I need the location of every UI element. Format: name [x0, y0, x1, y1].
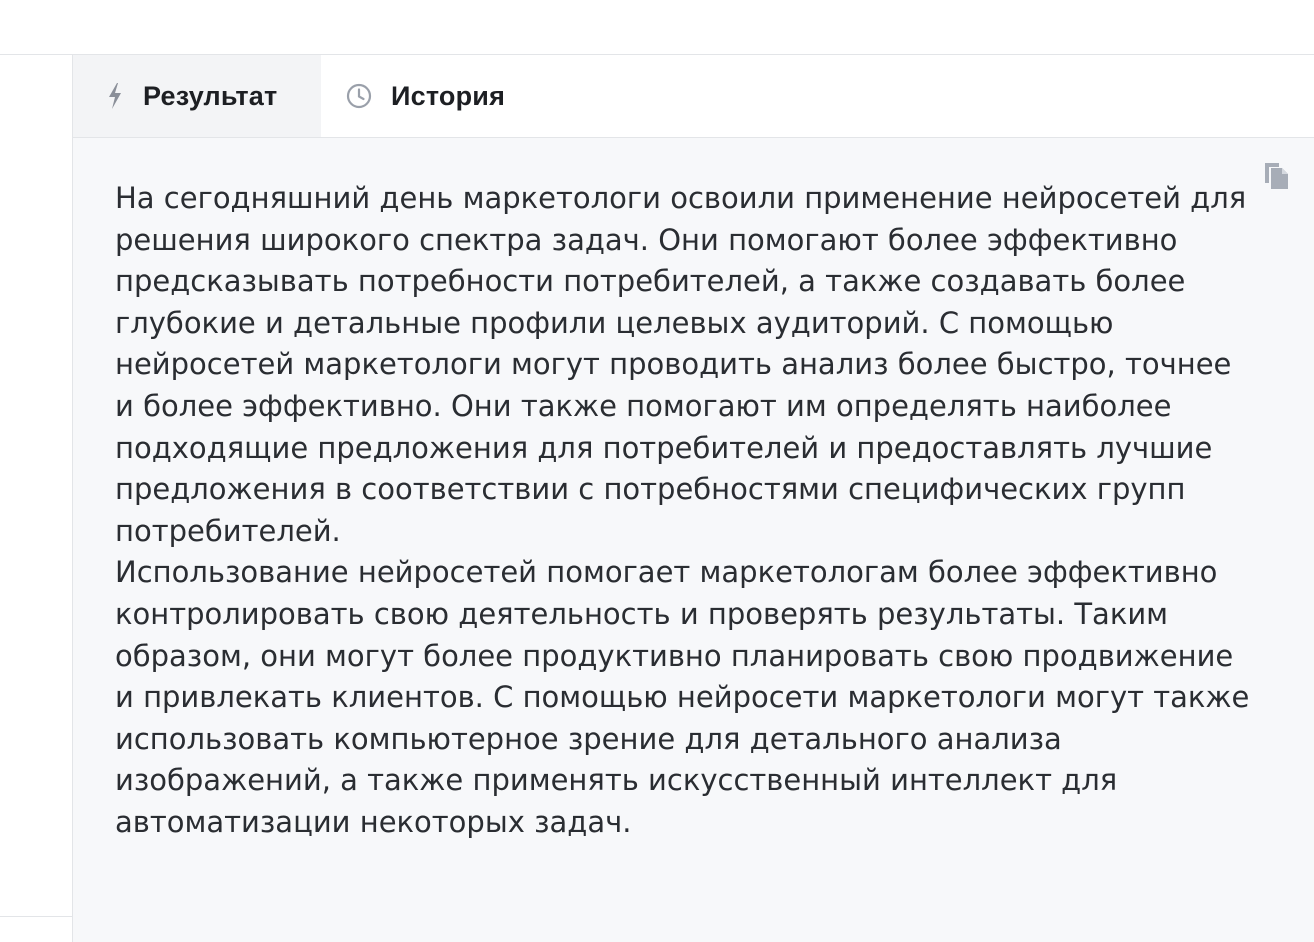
tab-result-label: Результат	[143, 80, 278, 111]
tab-result[interactable]	[73, 55, 321, 137]
tab-history-label: История	[391, 80, 506, 111]
copy-button[interactable]	[1259, 158, 1293, 194]
tab-history[interactable]	[321, 55, 561, 137]
result-panel	[72, 55, 1314, 942]
result-content	[73, 138, 1314, 942]
result-text: На сегодняшний день маркетологи освоили применение нейросетей для решения широкого спектра задач. Они помогают более эффективно предсказывать потребности потребителей, а также создавать более глубокие и детальные профили целевых аудиторий. С помощью нейросетей маркетологи могут проводить анализ более быстро, точнее и более эффективно. Они также помогают им определять наиболее подходящие предложения для потребителей и предоставлять лучшие предложения в соответствии с потребностями специфических групп потребителей. Использование нейросетей помогает маркетологам более эффективно контролировать свою деятельность и проверять результаты. Таким образом, они могут более продуктивно планировать свою продвижение и привлекать клиентов. С помощью нейросети маркетологи могут также использовать компьютерное зрение для детального анализа изображений, а также применять искусственный интеллект для автоматизации некоторых задач.	[115, 181, 1250, 839]
tab-bar	[73, 55, 1314, 138]
top-bar	[0, 0, 1314, 55]
sidebar-divider	[0, 916, 72, 917]
left-sidebar	[0, 55, 72, 942]
copy-icon	[1261, 157, 1291, 196]
lightning-icon	[101, 82, 129, 110]
clock-icon	[345, 82, 373, 110]
